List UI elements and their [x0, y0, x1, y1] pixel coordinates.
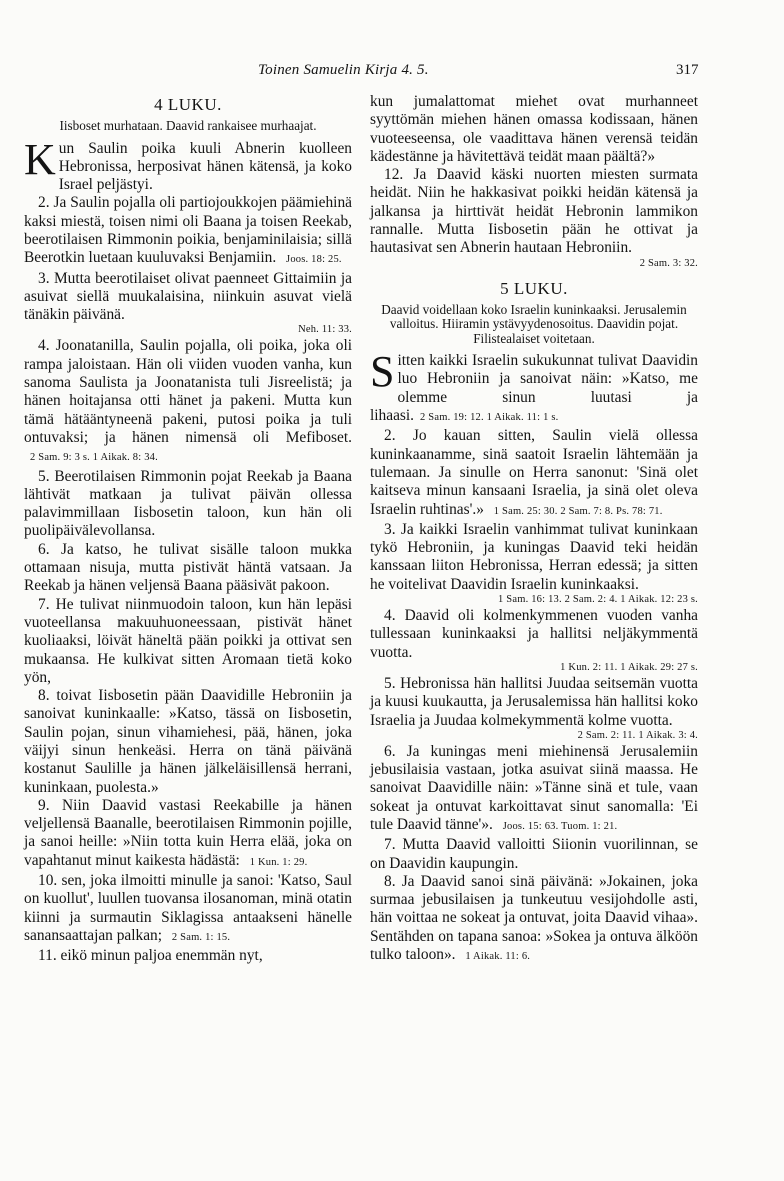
verse-5-6-text: 6. Ja kuningas meni miehinensä Jerusalemiin jebusilaisia vastaan, jotka asuivat siinä maassa. He sanoivat Daavidille näin: »Tänne sinä et tule, vaan sokeat ja ontuvat karkoittavat sinut sanomalla: 'Ei tule Daavid tänne'». [370, 742, 698, 833]
verse-5-6 [370, 743, 698, 836]
verse-5-8 [370, 873, 698, 966]
cross-reference: 1 Sam. 25: 30. 2 Sam. 7: 8. Ps. 78: 71. [493, 505, 663, 517]
drop-cap-initial: S [370, 347, 395, 397]
verse-5-1-text: itten kaikki Israelin sukukunnat tulivat Daavidin luo Hebroniin ja sanoivat näin: »Katso, me olemme sinun luutasi ja lihaasi. [370, 352, 698, 425]
chapter-5-summary: Daavid voidellaan koko Israelin kuninkaaksi. Jerusalemin valloitus. Hiiramin ystävyydenosoitus. Daavidin pojat. Filistealaiset voitetaan. [381, 301, 687, 346]
chapter-4-summary: Iisboset murhataan. Daavid rankaisee murhaajat. [59, 118, 317, 133]
verse-4-8: 8. toivat Iisbosetin pään Daavidille Hebroniin ja sanoivat kuninkaalle: »Katso, tässä on Iisbosetin, Saulin pojan, sinun vihamiehesi, pää, hänen, joka väijyi sinun henkeäsi. Herra on tänä päivänä kostanut Saulille ja hänen jälkeläisillensä herrani, kuninkaan, puolesta.» [24, 687, 352, 796]
running-title: Toinen Samuelin Kirja 4. 5. [258, 62, 429, 78]
chapter-4-heading: 4 LUKU. [154, 95, 222, 114]
page-number: 317 [676, 62, 699, 78]
verse-5-7: 7. Mutta Daavid valloitti Siionin vuorilinnan, se on Daavidin kaupungin. [370, 836, 698, 872]
verse-4-9-text: 9. Niin Daavid vastasi Reekabille ja hänen veljellensä Baanalle, beerotilaisen Rimmonin pojille, ja sanoi heille: »Niin totta kuin Herra elää, joka on vapahtanut minut kaikesta hädästä: [24, 796, 352, 869]
verse-4-10 [24, 872, 352, 947]
verse-5-5 [370, 675, 698, 743]
cross-reference: 1 Sam. 16: 13. 2 Sam. 2: 4. 1 Aikak. 12: 23 s. [498, 594, 698, 606]
cross-reference: 2 Sam. 1: 15. [171, 931, 231, 943]
verse-5-8-text: 8. Ja Daavid sanoi sinä päivänä: »Jokainen, joka surmaa jebusilaisen ja tunkeutuu vesijohdolle asti, hän voittaa ne sokeat ja ontuvat, joita Daavid vihaa». Sentähden on tapana sanoa: »Sokea ja ontuva älköön tulko taloon». [370, 872, 698, 964]
right-column [370, 93, 698, 966]
verse-5-2 [370, 427, 698, 520]
cross-reference: 2 Sam. 3: 32. [639, 257, 698, 269]
verse-4-3-text: 3. Mutta beerotilaiset olivat paenneet Gittaimiin ja asuivat siellä muukalaisina, niinkuin asuvat vielä tänäkin päivänä. [24, 269, 352, 324]
cross-reference: 2 Sam. 2: 11. 1 Aikak. 3: 4. [577, 729, 698, 741]
cross-reference: 2 Sam. 9: 3 s. 1 Aikak. 8: 34. [30, 452, 158, 464]
verse-5-1 [370, 347, 698, 427]
left-column [24, 93, 352, 966]
cross-reference: 1 Kun. 2: 11. 1 Aikak. 29: 27 s. [560, 661, 698, 673]
cross-reference: 2 Sam. 19: 12. 1 Aikak. 11: 1 s. [420, 412, 559, 424]
cross-reference: 1 Kun. 1: 29. [249, 856, 308, 868]
verse-4-2 [24, 194, 352, 269]
verse-4-6: 6. Ja katso, he tulivat sisälle taloon mukka ottamaan nisuja, mutta pistivät häntä vatsaan. Ja Reekab ja hänen veljensä Baana pääsivät pakoon. [24, 540, 352, 595]
verse-4-4-text: 4. Joonatanilla, Saulin pojalla, oli poika, joka oli rampa jaloistaan. Hän oli viiden vuoden vanha, kun sanoma Saulista ja Joonatanista tuli Jisreelistä; ja hänen hoitajansa otti hänet ja pakeni. Mutta kun tämä hätääntyneenä pakeni, putosi poika ja tuli ontuvaksi; ja hänen nimensä oli Mefiboset. [24, 337, 352, 446]
verse-4-5: 5. Beerotilaisen Rimmonin pojat Reekab ja Baana lähtivät matkaan ja tulivat päivän ollessa palavimmillaan Iisbosetin taloon, kun hän oli puolipäivälevollansa. [24, 467, 352, 540]
verse-5-5-text: 5. Hebronissa hän hallitsi Juudaa seitsemän vuotta ja kuusi kuukautta, ja Jerusalemissa hän hallitsi koko Israelia ja Juudaa kolmekymmentä kolme vuotta. [370, 674, 698, 729]
running-header [0, 62, 784, 86]
verse-5-2-text: 2. Jo kauan sitten, Saulin vielä ollessa kuninkaanamme, sinä saatoit Israelin lähtemään ja tulemaan. Ja sinulle on Herra sanonut: 'Sinä olet kaitseva minun kansaani Israelia, ja sinä olet oleva Israelin ruhtinas'.» [370, 427, 698, 518]
verse-5-4 [370, 607, 698, 675]
chapter-5-heading: 5 LUKU. [500, 278, 568, 298]
verse-4-12 [370, 166, 698, 270]
verse-4-7: 7. He tulivat niinmuodoin taloon, kun hän lepäsi vuoteellansa makuuhuoneessaan, pistivät hänet kuoliaaksi, löivät häneltä pään poikki ja ottivat sen mukaansa. He kulkivat sitten Aromaan tietä koko yön, [24, 595, 352, 686]
verse-5-3 [370, 521, 698, 607]
verse-4-9 [24, 797, 352, 872]
cross-reference: Neh. 11: 33. [298, 324, 352, 336]
drop-cap-initial: K [24, 134, 56, 184]
verse-4-11: 11. eikö minun paljoa enemmän nyt, [38, 947, 263, 965]
verse-4-4 [24, 337, 352, 467]
verse-4-1 [24, 134, 352, 195]
verse-5-4-text: 4. Daavid oli kolmenkymmenen vuoden vanha tullessaan kuninkaaksi ja hallitsi neljäkymmentä vuotta. [370, 607, 698, 661]
cross-reference: Joos. 15: 63. Tuom. 1: 21. [502, 821, 618, 832]
verse-4-3 [24, 270, 352, 338]
verse-4-12-text: 12. Ja Daavid käski nuorten miesten surmata heidät. Niin he hakkasivat poikki heidän kätensä ja jalkansa ja hirttivät heidät Hebronin lammikon rannalle. Mutta Iisbosetin pään he ottivat ja hautasivat sen Abnerin hautaan Hebroniin. [370, 166, 698, 257]
cross-reference: Joos. 18: 25. [286, 254, 342, 266]
verse-4-11-continued: kun jumalattomat miehet ovat murhanneet syyttömän miehen hänen omassa kodissaan, hänen vuoteeseensa, ole vaadittava hänen verensä teidän kädestänne ja hävitettävä teidät maan päältä?» [370, 93, 698, 165]
verse-4-1-text: un Saulin poika kuuli Abnerin kuolleen Hebronissa, herposivat hänen kätensä, ja koko Israel peljästyi. [58, 139, 352, 194]
verse-4-10-text: 10. sen, joka ilmoitti minulle ja sanoi: 'Katso, Saul on kuollut', luullen tuovansa ilosanoman, minä otatin kiinni ja surmautin Siklagissa antaakseni hänelle sanansaattajan palkan; [24, 872, 352, 944]
verse-4-2-text: 2. Ja Saulin pojalla oli partiojoukkojen päämiehinä kaksi miestä, toisen nimi oli Baana ja toisen Reekab, beerotilaisen Rimmonin poikia, benjaminilaisia; sillä Beerotkin luetaan kuuluvaksi Benjamiin. [24, 194, 352, 267]
cross-reference: 1 Aikak. 11: 6. [465, 951, 531, 963]
verse-5-3-text: 3. Ja kaikki Israelin vanhimmat tulivat kuninkaan tykö Hebroniin, ja kuningas Daavid teki heidän kanssaan liiton Hebronissa, Herran edessä; ja sitten he voitelivat Daavidin Israelin kuninkaaksi. [370, 520, 698, 593]
